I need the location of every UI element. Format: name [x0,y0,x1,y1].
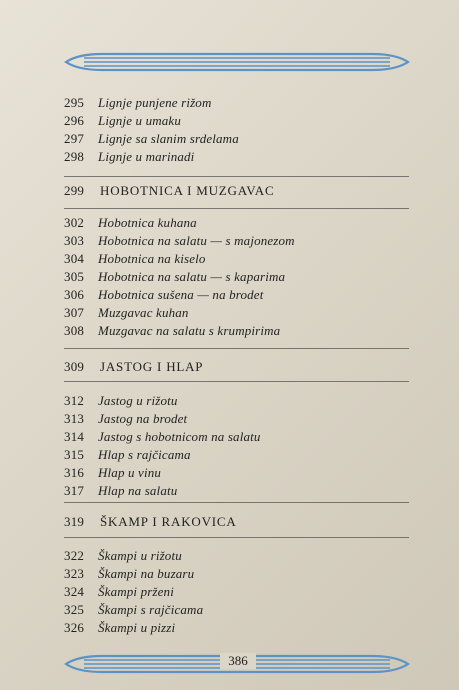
recipe-list-hobotnica [64,214,409,340]
recipe-number: 307 [64,305,85,320]
section-divider [64,348,409,349]
recipe-title: Hobotnica na salatu — s kaparima [98,269,286,284]
recipe-number: 324 [64,584,85,599]
recipe-title: Lignje punjene rižom [98,95,212,110]
recipe-title: Škampi s rajčicama [98,602,204,617]
recipe-title: Škampi u pizzi [98,620,176,635]
recipe-item [64,268,409,286]
recipe-title: Jastog s hobotnicom na salatu [98,429,261,444]
recipe-item [64,410,409,428]
recipe-title: Lignje u marinadi [98,149,195,164]
top-ornament [64,50,410,74]
recipe-title: Hlap u vinu [98,465,162,480]
recipe-number: 296 [64,113,85,128]
section-number: 299 [64,183,85,198]
recipe-item [64,214,409,232]
section-divider [64,381,409,382]
section-title: JASTOG I HLAP [100,359,204,374]
section-number: 319 [64,514,85,529]
recipe-list-jastog [64,392,409,500]
recipe-item [64,464,409,482]
recipe-item [64,130,409,148]
recipe-title: Hobotnica sušena — na brodet [98,287,264,302]
recipe-item [64,547,409,565]
section-divider [64,208,409,209]
recipe-item [64,446,409,464]
section-heading-jastog [64,356,409,378]
recipe-number: 322 [64,548,85,563]
recipe-number: 295 [64,95,85,110]
recipe-title: Škampi u rižotu [98,548,182,563]
section-divider [64,502,409,503]
recipe-title: Škampi na buzaru [98,566,195,581]
recipe-item [64,94,409,112]
recipe-number: 325 [64,602,85,617]
recipe-number: 313 [64,411,85,426]
recipe-item [64,601,409,619]
recipe-number: 317 [64,483,85,498]
recipe-number: 316 [64,465,85,480]
recipe-item [64,148,409,166]
recipe-title: Lignje sa slanim srdelama [98,131,239,146]
recipe-title: Jastog u rižotu [98,393,178,408]
recipe-number: 326 [64,620,85,635]
section-divider [64,176,409,177]
recipe-number: 303 [64,233,85,248]
recipe-title: Jastog na brodet [98,411,188,426]
recipe-title: Hobotnica kuhana [98,215,197,230]
recipe-title: Hlap na salatu [98,483,178,498]
recipe-item [64,232,409,250]
section-heading-hobotnica [64,180,409,202]
recipe-item [64,322,409,340]
page-number: 386 [220,653,256,669]
recipe-number: 302 [64,215,85,230]
recipe-item [64,112,409,130]
recipe-item [64,286,409,304]
section-divider [64,537,409,538]
recipe-number: 314 [64,429,85,444]
recipe-item [64,565,409,583]
recipe-number: 298 [64,149,85,164]
recipe-item [64,304,409,322]
recipe-title: Hobotnica na salatu — s majonezom [98,233,295,248]
recipe-title: Hlap s rajčicama [98,447,191,462]
recipe-number: 305 [64,269,85,284]
recipe-item [64,619,409,637]
recipe-number: 323 [64,566,85,581]
recipe-item [64,250,409,268]
recipe-number: 297 [64,131,85,146]
recipe-title: Hobotnica na kiselo [98,251,206,266]
recipe-item [64,428,409,446]
recipe-number: 306 [64,287,85,302]
section-number: 309 [64,359,85,374]
recipe-title: Muzgavac na salatu s krumpirima [98,323,281,338]
recipe-title: Škampi prženi [98,584,174,599]
recipe-number: 308 [64,323,85,338]
recipe-number: 315 [64,447,85,462]
recipe-number: 312 [64,393,85,408]
section-title: ŠKAMP I RAKOVICA [100,514,237,529]
recipe-item [64,482,409,500]
recipe-title: Muzgavac kuhan [98,305,189,320]
recipe-item [64,583,409,601]
recipe-list-skampi [64,547,409,637]
recipe-number: 304 [64,251,85,266]
section-heading-skamp [64,511,409,533]
section-title: HOBOTNICA I MUZGAVAC [100,183,275,198]
recipe-title: Lignje u umaku [98,113,181,128]
recipe-item [64,392,409,410]
recipe-list-lignje [64,94,409,166]
